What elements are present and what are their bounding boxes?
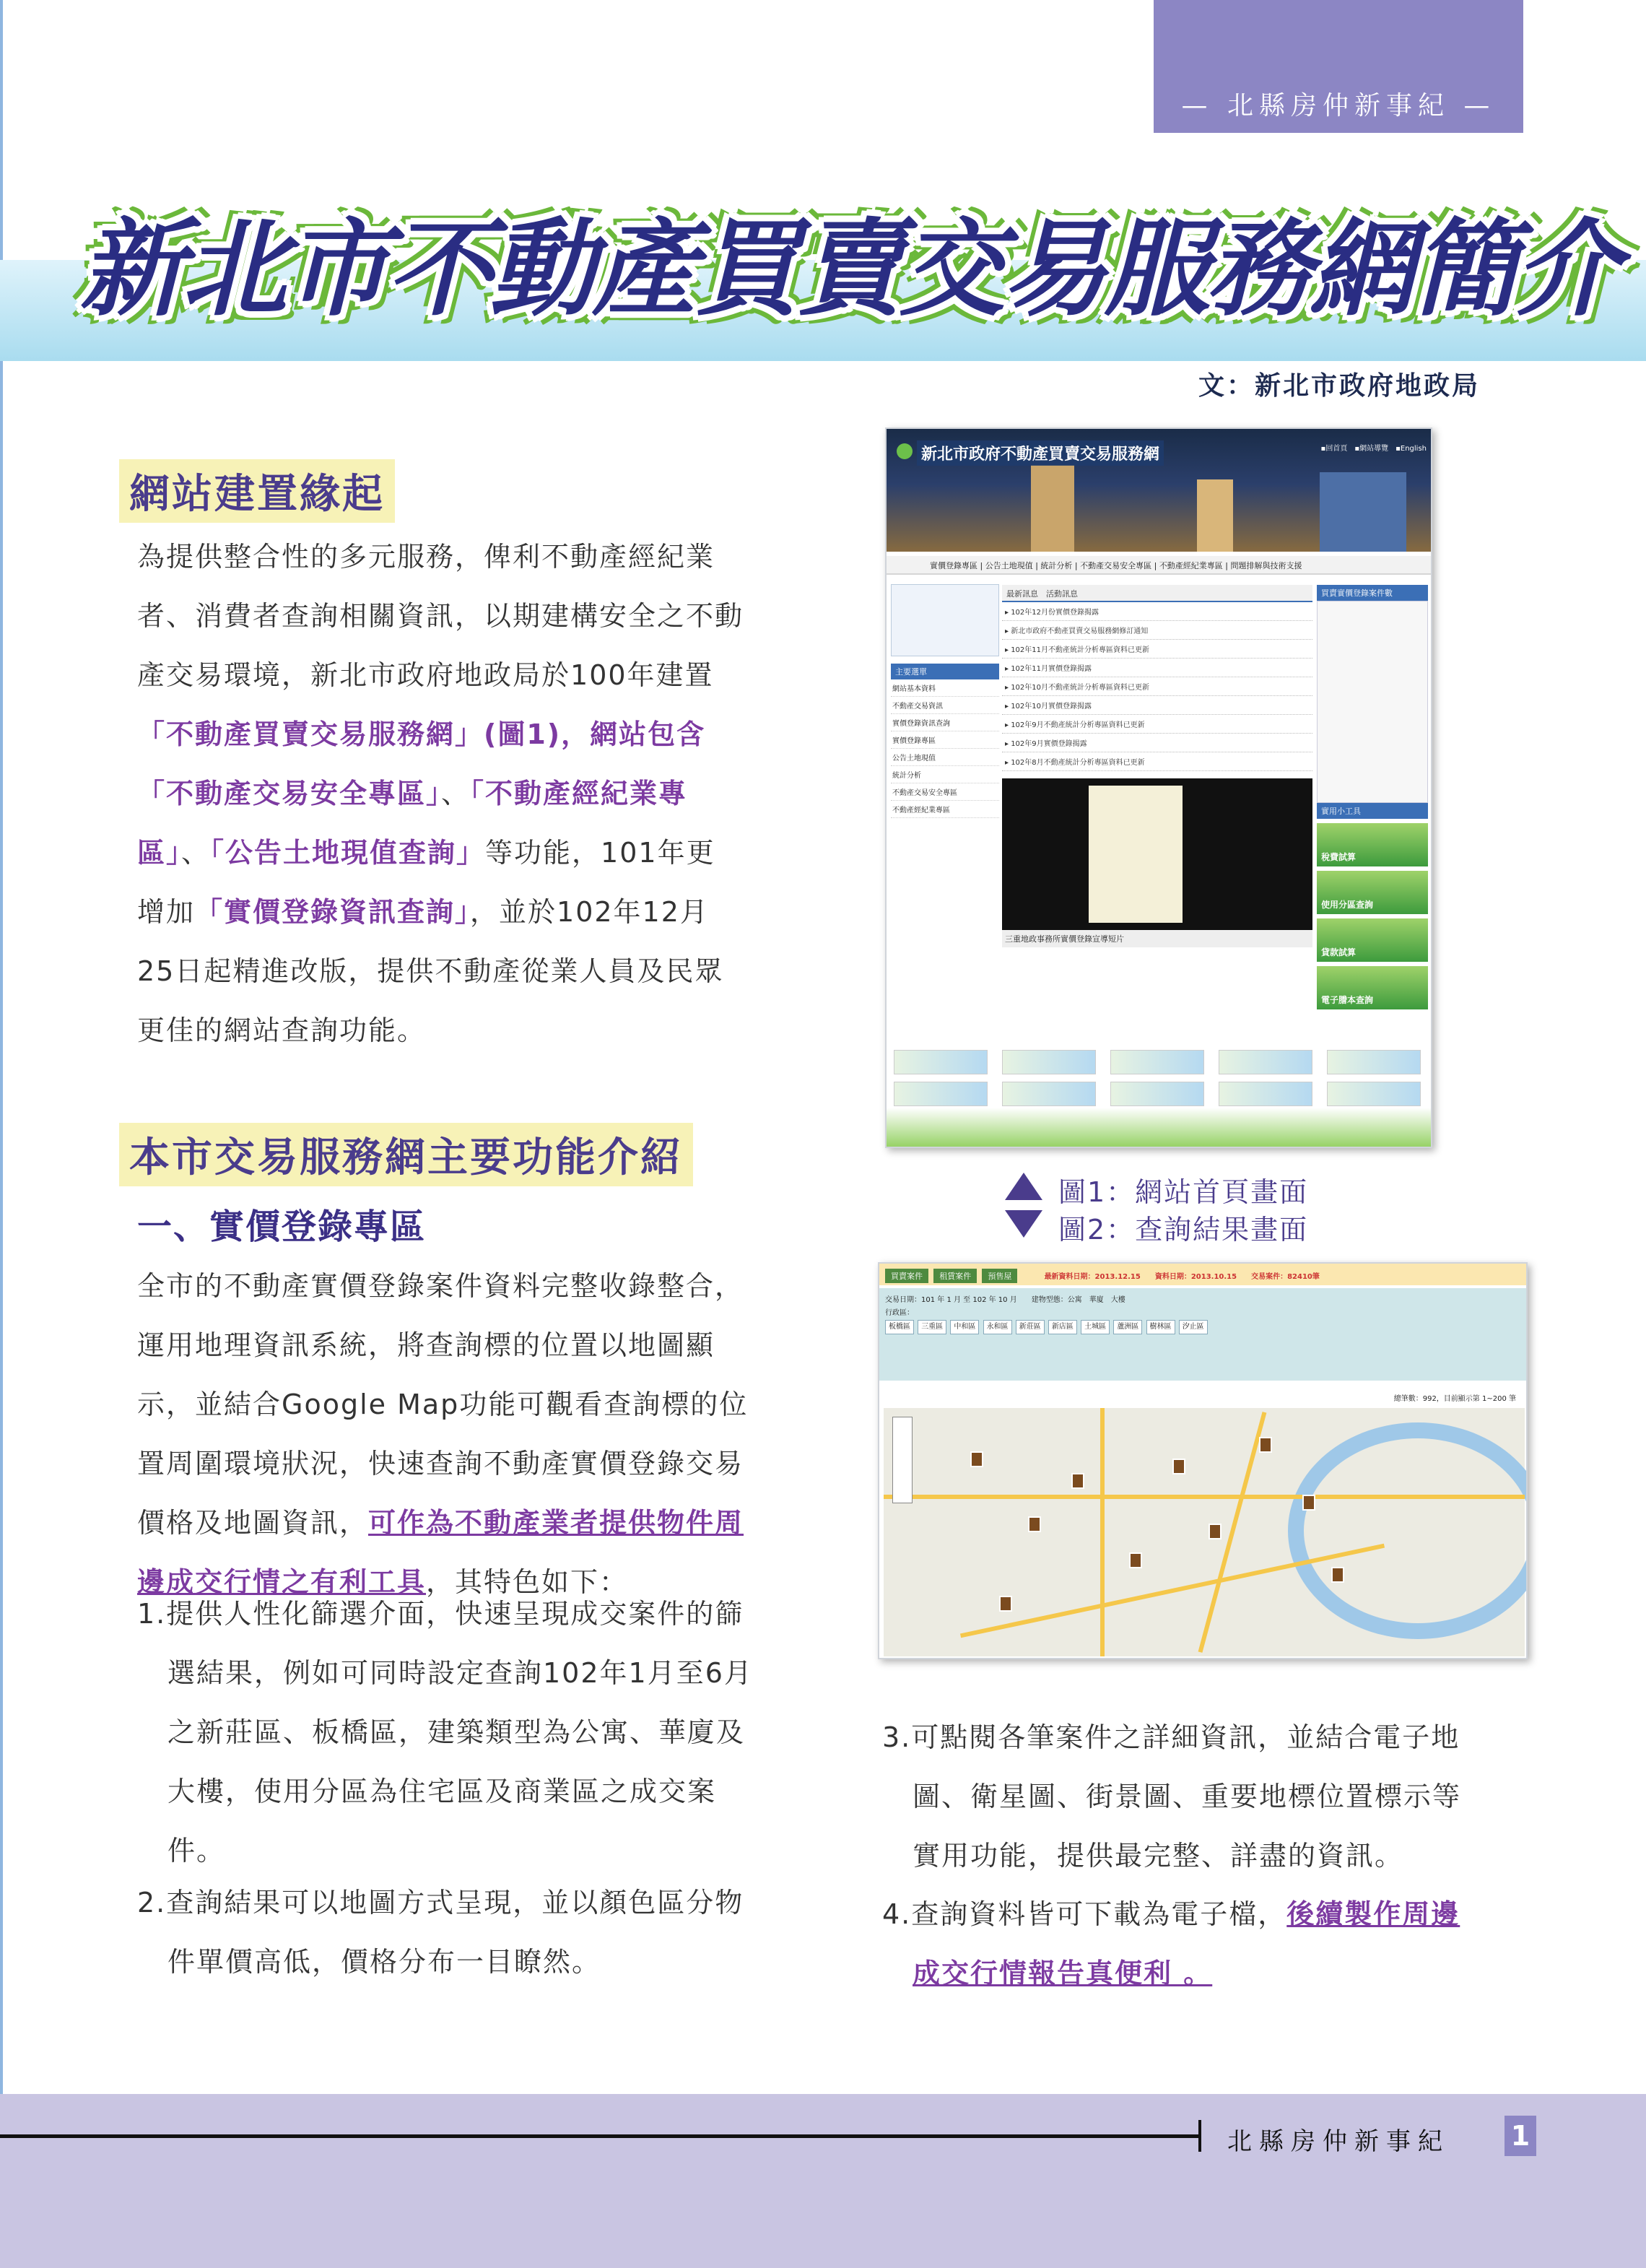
district-chip: 板橋區 <box>885 1320 914 1334</box>
site-news-tabs: 最新訊息 活動訊息 <box>1002 585 1312 602</box>
site-news-item: ▸ 102年10月不動產統計分析專區資料已更新 <box>1002 677 1312 696</box>
features-line-6: 邊成交行情之有利工具，其特色如下： <box>137 1566 629 1598</box>
site-news-item: ▸ 102年8月不動產統計分析專區資料已更新 <box>1002 752 1312 771</box>
intro-line-7: 增加「實價登錄資訊查詢」，並於102年12月 <box>137 896 709 928</box>
site-tool-tile: 電子謄本查詢 <box>1317 966 1428 1009</box>
site-menu-title: 主要選單 <box>891 664 999 679</box>
site-tool-tile: 貸款試算 <box>1317 918 1428 962</box>
features-line-4: 置周圍環境狀況，快速查詢不動產實價登錄交易 <box>137 1448 744 1480</box>
partner-banner <box>1219 1082 1312 1106</box>
site-news-item: ▸ 新北市政府不動產買賣交易服務網修訂通知 <box>1002 621 1312 640</box>
series-tab <box>1154 0 1523 133</box>
map-road <box>1100 1408 1105 1656</box>
intro-paragraph <box>137 527 816 1060</box>
caption-up-arrow-icon <box>1005 1173 1042 1200</box>
district-chip: 新店區 <box>1048 1320 1077 1334</box>
district-chip: 樹林區 <box>1146 1320 1175 1334</box>
results-tab: 預售屋 <box>982 1269 1017 1283</box>
site-menu-item: 不動產交易資訊 <box>891 697 999 714</box>
section-heading-origin: 網站建置緣起 <box>119 459 395 523</box>
site-right-title: 買賣實價登錄案件數 <box>1317 585 1428 601</box>
section-heading-features: 本市交易服務網主要功能介紹 <box>119 1123 693 1186</box>
partner-banner <box>1002 1082 1096 1106</box>
results-tab: 買賣案件 <box>885 1269 928 1283</box>
filter-line: 交易日期：101 年 1 月 至 102 年 10 月 建物型態：公寓 華廈 大樓 <box>885 1296 1125 1304</box>
site-news-item: ▸ 102年11月不動產統計分析專區資料已更新 <box>1002 640 1312 659</box>
site-title: 新北市政府不動產買賣交易服務網 <box>917 440 1164 466</box>
site-video-player <box>1002 778 1312 930</box>
district-chip: 新莊區 <box>1016 1320 1045 1334</box>
partner-banner <box>1110 1082 1204 1106</box>
results-filter-panel <box>879 1288 1528 1381</box>
site-news-item: ▸ 102年12月份實價登錄揭露 <box>1002 602 1312 621</box>
figure-2-results-screenshot <box>878 1262 1528 1659</box>
partner-banner <box>894 1050 988 1074</box>
site-login-box <box>891 584 999 656</box>
results-top-bar <box>879 1264 1528 1285</box>
map-zoom-control <box>892 1417 913 1503</box>
feature-list-item-3: 3.可點閱各筆案件之詳細資訊，並結合電子地 圖、衛星圖、街景圖、重要地標位置標示等 實用功能，提供最完整、詳盡的資訊。 <box>882 1721 1462 1872</box>
district-chip: 中和區 <box>950 1320 979 1334</box>
site-top-links: ▪回首頁 ▪網站導覽 ▪English <box>1320 445 1427 453</box>
site-menu-item: 不動產經紀業專區 <box>891 801 999 818</box>
feature-list-item-4: 4.查詢資料皆可下載為電子檔，後續製作周邊 成交行情報告真便利 。 <box>882 1898 1460 1989</box>
intro-line-2: 者、消費者查詢相關資訊，以期建構安全之不動 <box>137 600 744 632</box>
map-pin-icon <box>1172 1459 1185 1474</box>
map-pin-icon <box>1209 1524 1222 1539</box>
map-road <box>884 1495 1525 1499</box>
site-hero-banner <box>887 429 1432 552</box>
partner-banner <box>1327 1050 1421 1074</box>
site-main-nav: 實價登錄專區 | 公告土地現值 | 統計分析 | 不動產交易安全專區 | 不動產經紀業專區 | 問題排解與技術支援 <box>887 556 1432 575</box>
site-tool-tile: 使用分區查詢 <box>1317 871 1428 914</box>
intro-line-9: 更佳的網站查詢功能。 <box>137 1014 427 1046</box>
footer-rule <box>0 2134 1200 2138</box>
map-pin-icon <box>1302 1495 1315 1511</box>
hero-building <box>1197 479 1233 552</box>
partner-banner <box>1002 1050 1096 1074</box>
features-paragraph <box>137 1256 816 1612</box>
site-news-item: ▸ 102年10月實價登錄揭露 <box>1002 696 1312 715</box>
district-chip: 蘆洲區 <box>1113 1320 1142 1334</box>
site-menu-item: 實價登錄資訊查詢 <box>891 714 999 731</box>
intro-line-8: 25日起精進改版，提供不動產從業人員及民眾 <box>137 955 724 987</box>
map-pin-icon <box>970 1451 983 1467</box>
intro-line-1: 為提供整合性的多元服務，俾利不動產經紀業 <box>137 541 715 573</box>
footer-series-name: 北縣房仲新事紀 <box>1227 2127 1450 2156</box>
results-tab: 租賃案件 <box>933 1269 977 1283</box>
partner-banner <box>1327 1082 1421 1106</box>
article-title: 新北市不動產買賣交易服務網簡介 <box>79 208 1617 331</box>
features-line-3: 示，並結合Google Map功能可觀看查詢標的位 <box>137 1389 749 1420</box>
intro-line-4: 「不動產買賣交易服務網」(圖1)，網站包含 <box>137 718 706 750</box>
video-poster <box>1089 786 1183 923</box>
map-pin-icon <box>1028 1516 1041 1532</box>
district-chip: 永和區 <box>983 1320 1012 1334</box>
intro-line-5: 「不動產交易安全專區」、「不動產經紀業專 <box>137 778 688 809</box>
feature-list-item-2: 2.查詢結果可以地圖方式呈現，並以顏色區分物 件單價高低，價格分布一目瞭然。 <box>137 1887 744 1978</box>
partner-banner <box>894 1082 988 1106</box>
district-chip: 汐止區 <box>1179 1320 1208 1334</box>
footer-band <box>0 2094 1646 2268</box>
site-menu-item: 不動產交易安全專區 <box>891 783 999 801</box>
map-pin-icon <box>1071 1473 1084 1489</box>
site-menu-item: 網站基本資料 <box>891 679 999 697</box>
site-logo-icon <box>897 443 913 459</box>
site-partner-banners <box>887 1050 1432 1115</box>
site-menu-item: 統計分析 <box>891 766 999 783</box>
page-number: 1 <box>1505 2116 1536 2156</box>
title-wrap <box>79 184 1617 331</box>
district-chip: 三重區 <box>918 1320 946 1334</box>
feature-list-item-1: 1.提供人性化篩選介面，快速呈現成交案件的篩 選結果，例如可同時設定查詢102年1月至6月 之新莊區、板橋區，建築類型為公寓、華廈及 大樓，使用分區為住宅區及商業區之成交案 件。 <box>137 1598 753 1867</box>
subheading-registration: 一、實價登錄專區 <box>137 1207 427 1247</box>
map-pin-icon <box>1331 1567 1344 1583</box>
hero-building <box>1320 472 1406 552</box>
footer-tick <box>1198 2120 1201 2152</box>
site-menu-item: 公告土地現值 <box>891 749 999 766</box>
map-pin-icon <box>1259 1437 1272 1453</box>
site-menu-item: 實價登錄專區 <box>891 731 999 749</box>
site-right-column <box>1317 585 1428 1004</box>
features-line-5: 價格及地圖資訊，可作為不動產業者提供物件周 <box>137 1507 744 1539</box>
figure-1-homepage-screenshot <box>885 427 1432 1148</box>
hero-building <box>1031 465 1074 552</box>
figure-2-caption: 圖2：查詢結果畫面 <box>1058 1214 1309 1246</box>
series-name: — 北縣房仲新事紀 — <box>1181 91 1496 121</box>
site-right-stats <box>1317 601 1428 803</box>
features-line-2: 運用地理資訊系統，將查詢標的位置以地圖顯 <box>137 1329 715 1361</box>
site-tool-tile: 稅費試算 <box>1317 823 1428 866</box>
filter-line: 行政區： <box>885 1309 914 1317</box>
intro-line-6: 區」、「公告土地現值查詢」等功能，101年更 <box>137 837 715 869</box>
features-line-1: 全市的不動產實價登錄案件資料完整收錄整合， <box>137 1270 744 1302</box>
intro-line-3: 產交易環境，新北市政府地政局於100年建置 <box>137 659 714 691</box>
partner-banner <box>1219 1050 1312 1074</box>
site-left-column <box>891 584 999 1003</box>
district-chip-row <box>885 1320 1523 1334</box>
site-news-column <box>1002 585 1312 1004</box>
results-count: 總筆數：992，目前顯示第 1~200 筆 <box>1393 1395 1516 1403</box>
district-chip: 土城區 <box>1081 1320 1110 1334</box>
map-pin-icon <box>1129 1552 1142 1568</box>
site-tools-title: 實用小工具 <box>1317 803 1428 819</box>
site-video-caption: 三重地政事務所實價登錄宣導短片 <box>1002 930 1312 947</box>
map-pin-icon <box>999 1596 1012 1612</box>
site-news-item: ▸ 102年9月不動產統計分析專區資料已更新 <box>1002 715 1312 734</box>
site-news-item: ▸ 102年9月實價登錄揭露 <box>1002 734 1312 752</box>
byline: 文：新北市政府地政局 <box>1198 371 1481 401</box>
results-stats: 最新資料日期：2013.12.15 資料日期：2013.10.15 交易案件：82410筆 <box>1044 1273 1320 1281</box>
figure-1-caption: 圖1：網站首頁畫面 <box>1058 1176 1309 1208</box>
results-map <box>884 1408 1525 1656</box>
map-river <box>1288 1422 1528 1639</box>
site-footer-grass <box>887 1108 1432 1148</box>
caption-down-arrow-icon <box>1005 1210 1042 1238</box>
partner-banner <box>1110 1050 1204 1074</box>
site-news-item: ▸ 102年11月實價登錄揭露 <box>1002 659 1312 677</box>
